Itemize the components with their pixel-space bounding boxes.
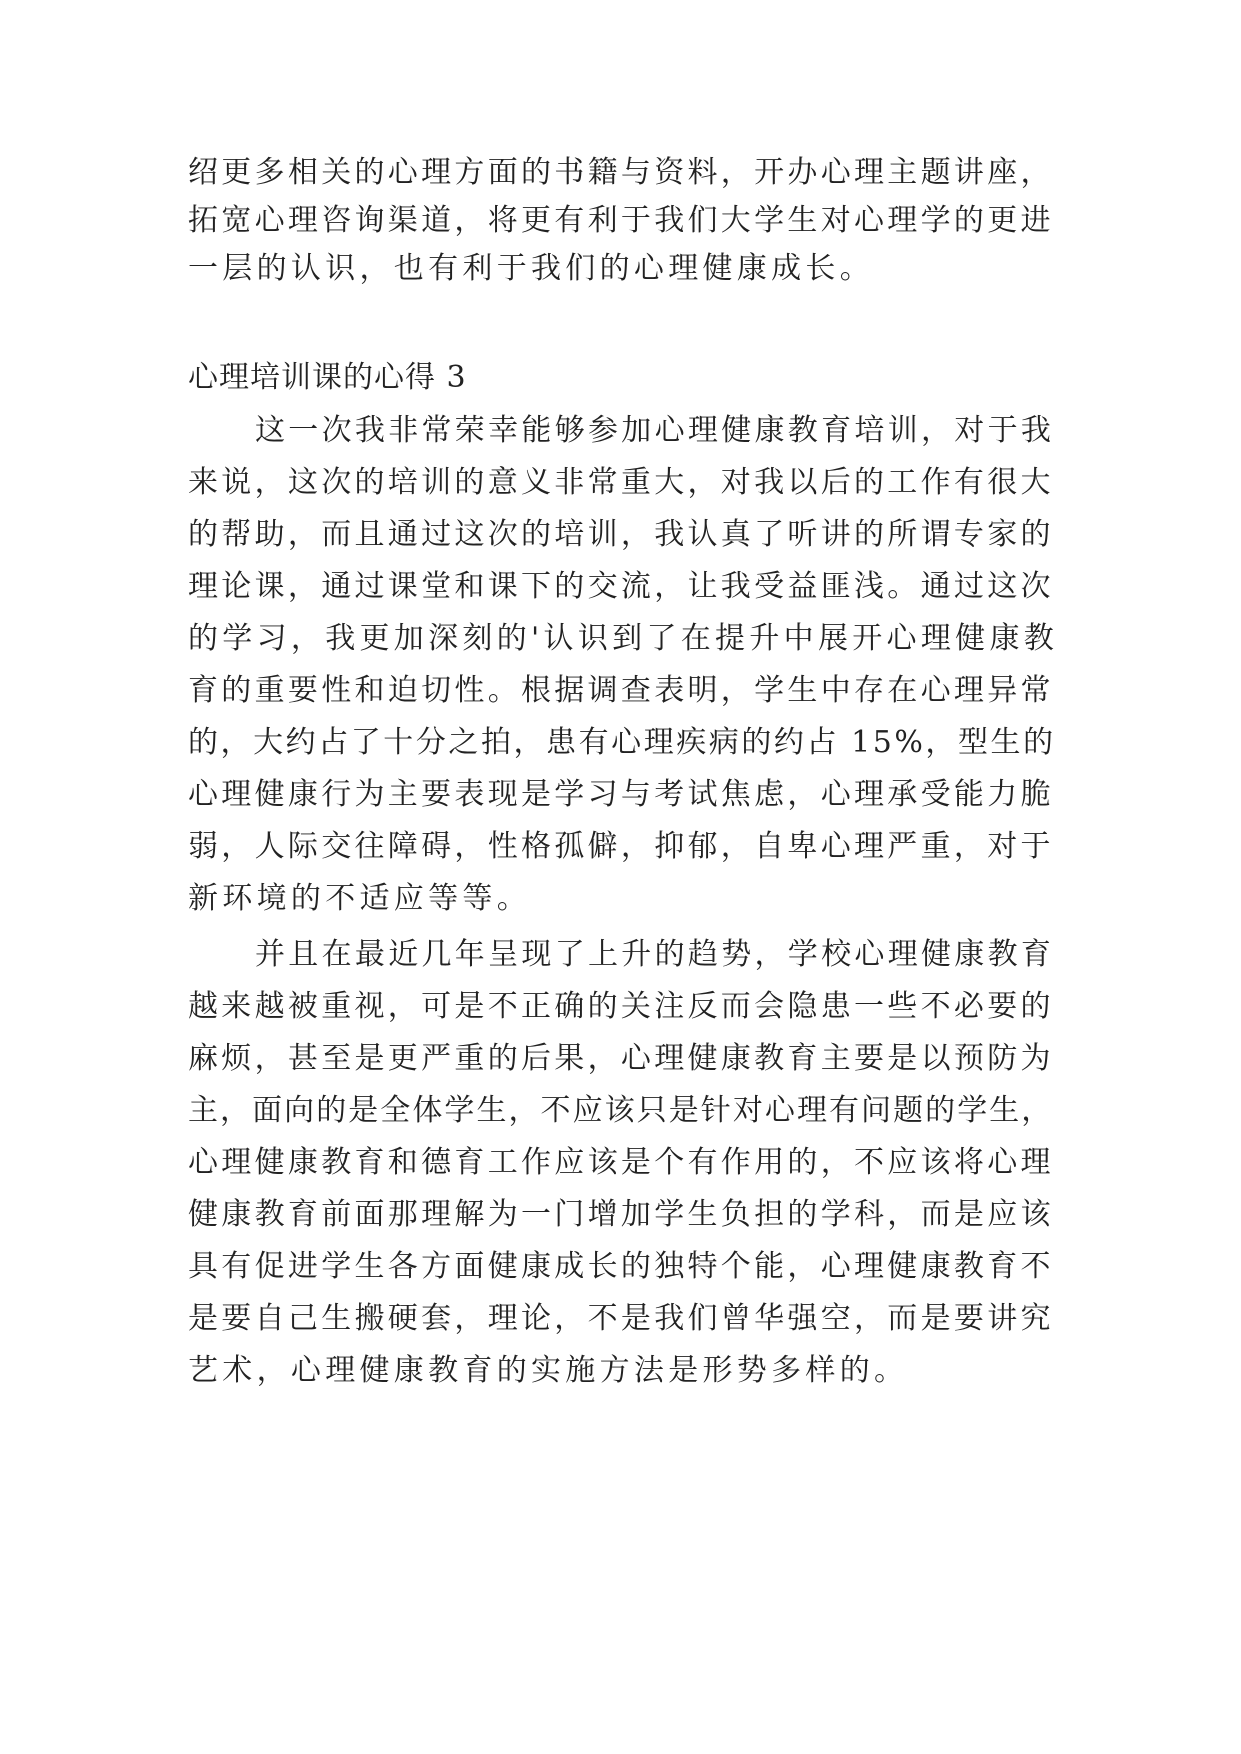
intro-line: 绍更多相关的心理方面的书籍与资料，开办心理主题讲座， [188,155,1054,190]
paragraph-line: 弱，人际交往障碍，性格孤僻，抑郁，自卑心理严重，对于 [188,829,1054,864]
intro-line: 拓宽心理咨询渠道，将更有利于我们大学生对心理学的更进 [188,203,1054,238]
paragraph-line: 育的重要性和迫切性。根据调查表明，学生中存在心理异常 [188,673,1054,708]
paragraph-line: 具有促进学生各方面健康成长的独特个能，心理健康教育不 [188,1249,1054,1284]
paragraph-line: 来说，这次的培训的意义非常重大，对我以后的工作有很大 [188,465,1054,500]
paragraph-line: 心理健康教育和德育工作应该是个有作用的，不应该将心理 [188,1145,1054,1180]
paragraph-line: 麻烦，甚至是更严重的后果，心理健康教育主要是以预防为 [188,1041,1054,1076]
paragraph-line: 新环境的不适应等等。 [188,881,531,916]
paragraph-line: 理论课，通过课堂和课下的交流，让我受益匪浅。通过这次 [188,569,1054,604]
paragraph-line: 艺术，心理健康教育的实施方法是形势多样的。 [188,1353,909,1388]
paragraph-line: 的，大约占了十分之拍，患有心理疾病的约占 15%，型生的 [188,725,1056,760]
paragraph-line: 健康教育前面那理解为一门增加学生负担的学科，而是应该 [188,1197,1054,1232]
paragraph-line: 并且在最近几年呈现了上升的趋势，学校心理健康教育 [255,937,1055,972]
paragraph-line: 的帮助，而且通过这次的培训，我认真了听讲的所谓专家的 [188,517,1054,552]
paragraph-line: 主，面向的是全体学生，不应该只是针对心理有问题的学生， [188,1093,1054,1128]
paragraph-line: 越来越被重视，可是不正确的关注反而会隐患一些不必要的 [188,989,1054,1024]
paragraph-line: 是要自己生搬硬套，理论，不是我们曾华强空，而是要讲究 [188,1301,1054,1336]
section-title: 心理培训课的心得 3 [188,360,467,395]
intro-line: 一层的认识，也有利于我们的心理健康成长。 [188,251,874,286]
paragraph-line: 这一次我非常荣幸能够参加心理健康教育培训，对于我 [255,413,1055,448]
paragraph-line: 的学习，我更加深刻的'认识到了在提升中展开心理健康教 [188,621,1059,656]
paragraph-line: 心理健康行为主要表现是学习与考试焦虑，心理承受能力脆 [188,777,1054,812]
